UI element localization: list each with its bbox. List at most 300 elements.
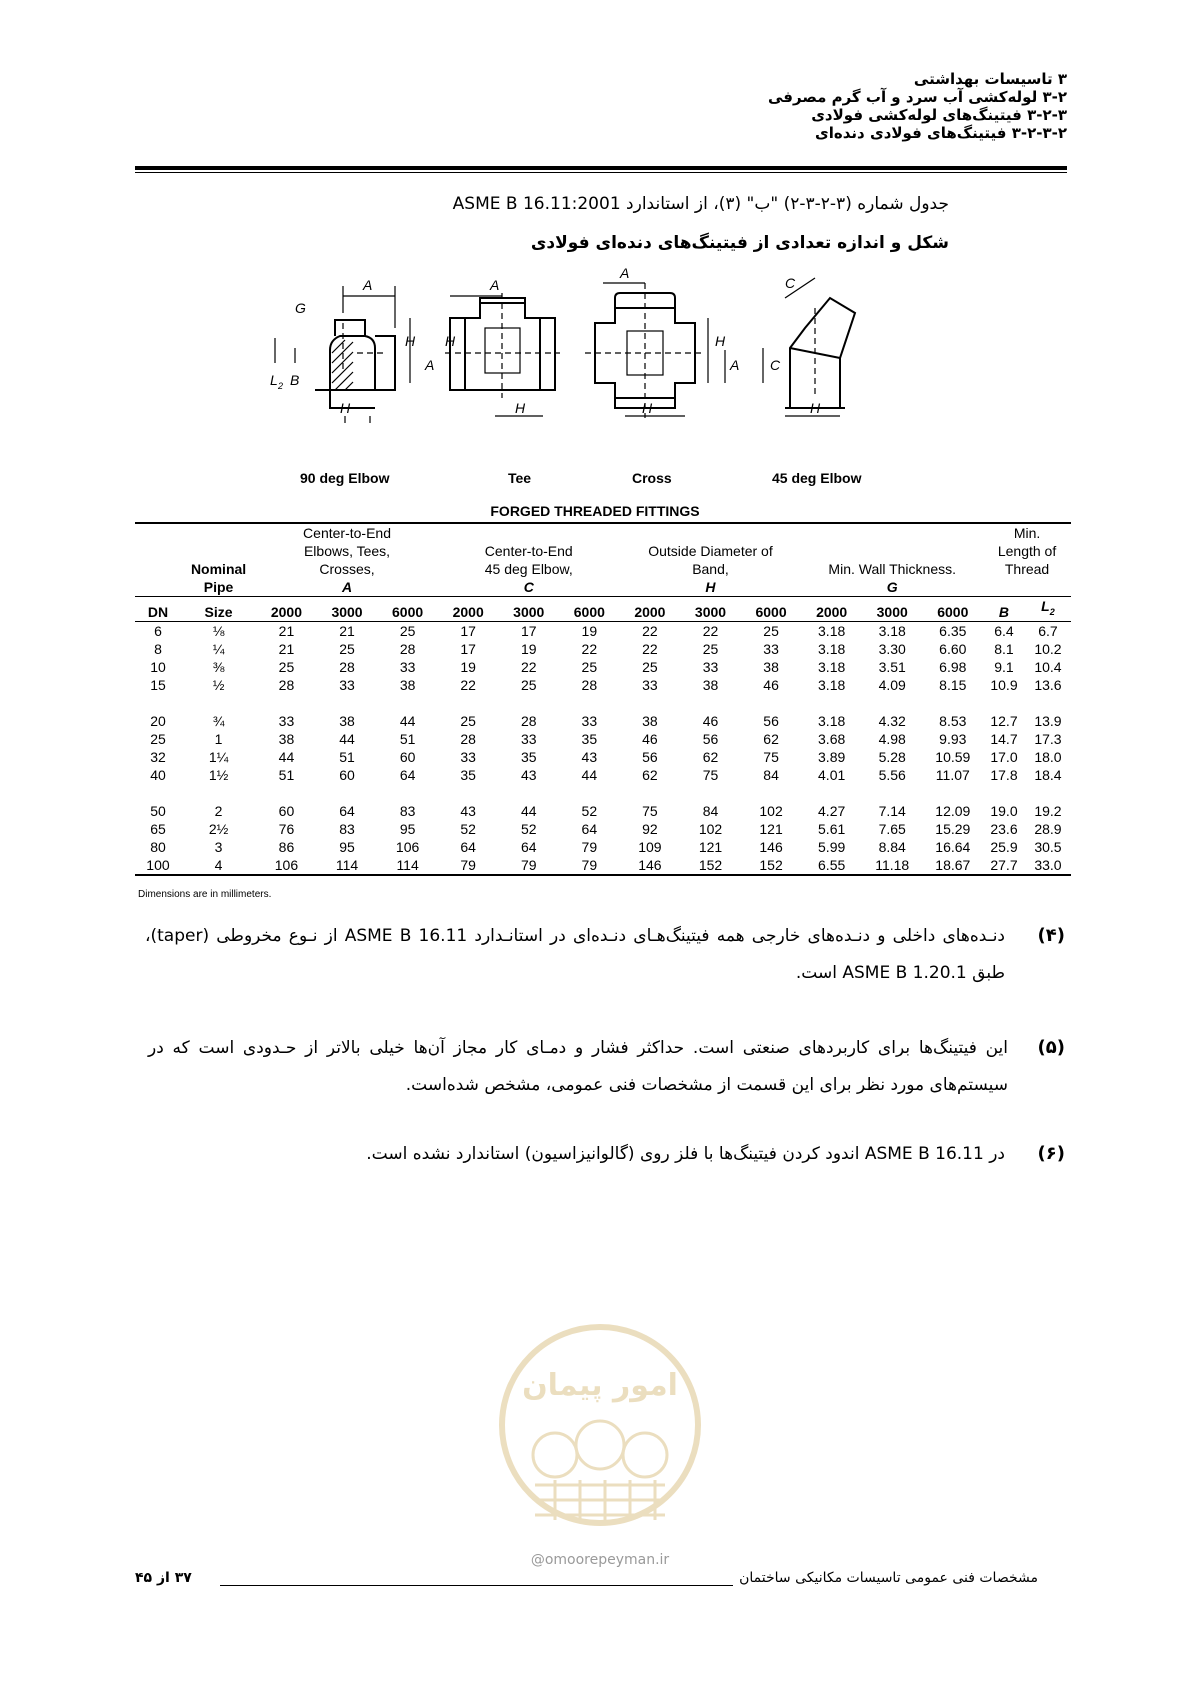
table-cell: 16.64: [935, 838, 971, 855]
table-cell: 76: [278, 820, 295, 837]
paragraph-4-number: (۴): [1037, 925, 1065, 946]
table-cell: 33: [339, 676, 355, 693]
th-a-sym: A: [341, 579, 353, 595]
table-cell: 95: [399, 820, 416, 837]
table-cell: 50: [150, 802, 166, 819]
table-cell: 152: [680, 856, 741, 875]
table-cell: 25: [581, 658, 598, 675]
table-cell: 106: [256, 856, 317, 875]
table-cell: 21: [278, 640, 295, 657]
footer-rule: [220, 1585, 733, 1586]
table-title: FORGED THREADED FITTINGS: [490, 503, 700, 519]
table-cell: 79: [438, 856, 499, 875]
table-cell: 33: [642, 676, 658, 693]
table-cell: 152: [741, 856, 802, 875]
watermark-site-text: omoorepeyman.ir: [544, 1552, 670, 1568]
dim-h-tee: H: [515, 400, 526, 416]
table-cell: 10: [150, 658, 166, 675]
dim-a-tee: A: [490, 277, 500, 293]
th-c-1: Center-to-End: [484, 543, 573, 559]
table-cell: 1½: [208, 766, 229, 783]
table-cell: 80: [150, 838, 166, 855]
table-cell: 30.5: [1034, 838, 1062, 855]
table-note: Dimensions are in millimeters.: [138, 889, 272, 900]
table-cell: 19.2: [1034, 802, 1062, 819]
label-tee: Tee: [508, 470, 532, 486]
tee-drawing: [445, 293, 560, 416]
table-cell: 84: [702, 802, 719, 819]
th-l2-sub: 2: [1049, 606, 1055, 617]
table-row: [135, 712, 1071, 730]
table-cell: 28: [278, 676, 295, 693]
th-a-1: Center-to-End: [303, 525, 391, 541]
th-nps-size: Size: [181, 597, 256, 622]
table-cell: 7.14: [878, 802, 906, 819]
table-cell: 33.0: [1025, 856, 1071, 875]
table-cell: 64: [339, 802, 355, 819]
table-cell: 8.1: [994, 640, 1014, 657]
dim-c-top: C: [785, 275, 796, 291]
table-cell: 3.89: [818, 748, 846, 765]
table-cell: 3.68: [818, 730, 846, 747]
table-cell: 18.0: [1034, 748, 1062, 765]
table-cell: 40: [150, 766, 166, 783]
th-a-2000: 2000: [256, 597, 317, 622]
table-group-gap: [135, 694, 1071, 712]
table-cell: 25: [339, 640, 355, 657]
table-row: [135, 748, 1071, 766]
table-cell: 12.7: [990, 712, 1018, 729]
table-cell: 44: [581, 766, 598, 783]
table-cell: 6.4: [994, 622, 1014, 639]
table-cell: 79: [581, 838, 598, 855]
table-cell: 5.99: [818, 838, 846, 855]
th-l2: [1025, 597, 1071, 622]
table-cell: 92: [642, 820, 658, 837]
table-cell: 38: [278, 730, 295, 747]
table-cell: 3: [214, 838, 223, 855]
table-row: [135, 838, 1071, 856]
table-cell: 4.32: [878, 712, 906, 729]
table-cell: 38: [763, 658, 779, 675]
table-cell: 21: [278, 622, 295, 639]
table-cell: 106: [395, 838, 420, 855]
table-cell: 28: [520, 712, 537, 729]
table-cell: 1¼: [208, 748, 229, 765]
table-cell: 102: [759, 802, 783, 819]
table-cell: 86: [278, 838, 295, 855]
table-cell: 6.7: [1038, 622, 1058, 639]
table-cell: 18.67: [923, 856, 984, 875]
table-row: [135, 820, 1071, 838]
paragraph-6-number: (۶): [1037, 1143, 1065, 1164]
table-cell: 17.3: [1034, 730, 1062, 747]
table-cell: 64: [581, 820, 598, 837]
table-cell: 3.30: [878, 640, 906, 657]
table-cell: 14.7: [990, 730, 1018, 747]
table-cell: 65: [150, 820, 166, 837]
table-cell: 62: [763, 730, 779, 747]
table-cell: 1: [214, 730, 223, 747]
table-cell: 28: [339, 658, 355, 675]
table-row: [135, 802, 1071, 820]
table-cell: 22: [702, 622, 719, 639]
dim-h-tee-left: H: [445, 333, 456, 349]
table-cell: 25: [642, 658, 658, 675]
table-cell: 2: [214, 802, 223, 819]
fittings-figure: [270, 265, 965, 498]
table-cell: 33: [763, 640, 779, 657]
dim-h-elbow: H: [405, 333, 416, 349]
table-cell: 19: [520, 640, 537, 657]
th-a-2: Elbows, Tees,: [303, 543, 391, 559]
table-cell: 46: [702, 712, 719, 729]
table-cell: 56: [702, 730, 719, 747]
dim-a-cross-side: A: [730, 357, 740, 373]
table-row: [135, 621, 1071, 640]
table-cell: 35: [581, 730, 598, 747]
table-cell: 6: [154, 622, 162, 639]
table-cell: 23.6: [990, 820, 1018, 837]
th-l-3: Thread: [1004, 561, 1050, 577]
table-cell: 10.59: [935, 748, 971, 765]
table-cell: 10.9: [990, 676, 1018, 693]
table-cell: 28: [581, 676, 598, 693]
dim-c: C: [770, 357, 781, 373]
table-cell: 9.93: [939, 730, 967, 747]
table-cell: 11.07: [935, 766, 970, 783]
table-cell: 4.09: [878, 676, 906, 693]
table-cell: 146: [759, 838, 783, 855]
table-cell: 25: [150, 730, 166, 747]
table-cell: 22: [642, 622, 658, 639]
th-a-6000: 6000: [377, 597, 438, 622]
th-h-2000: 2000: [620, 597, 681, 622]
label-cross: Cross: [632, 470, 672, 486]
dim-l2-sub: 2: [278, 381, 284, 391]
header-rule-thin: [135, 172, 1067, 173]
th-l-2: Length of: [997, 543, 1057, 559]
table-body: [135, 621, 1071, 875]
table-cell: 44: [339, 730, 355, 747]
table-row: [135, 676, 1071, 694]
at-icon: @: [530, 1552, 545, 1568]
dim-g: G: [295, 300, 306, 316]
table-cell: 43: [520, 766, 537, 783]
th-g-3000: 3000: [862, 597, 923, 622]
table-cell: 109: [638, 838, 662, 855]
th-c-6000: 6000: [559, 597, 620, 622]
table-cell: 64: [460, 838, 476, 855]
table-cell: 38: [702, 676, 719, 693]
footer-title: مشخصات فنی عمومی تاسیسات مکانیکی ساختمان: [739, 1570, 1038, 1586]
table-cell: 35: [460, 766, 476, 783]
th-c-3000: 3000: [498, 597, 559, 622]
dim-a-side: A: [425, 357, 435, 373]
th-group-g: [801, 524, 983, 597]
table-cell: 3.18: [818, 676, 846, 693]
table-cell: 22: [460, 676, 476, 693]
th-group-h: [620, 524, 802, 597]
table-cell: 12.09: [935, 802, 971, 819]
table-cell: 27.7: [983, 856, 1025, 875]
table-cell: 83: [339, 820, 355, 837]
table-cell: 33: [399, 658, 416, 675]
table-cell: 13.6: [1034, 676, 1062, 693]
table-cell: 25: [460, 712, 476, 729]
th-nps-2: Pipe: [203, 579, 234, 595]
table-cell: 114: [317, 856, 378, 875]
table-cell: 9.1: [994, 658, 1014, 675]
table-cell: 33: [460, 748, 476, 765]
table-cell: 33: [581, 712, 598, 729]
fittings-table: [135, 522, 1071, 876]
th-g-6000: 6000: [923, 597, 984, 622]
page-header: [768, 70, 1067, 142]
table-row: [135, 640, 1071, 658]
table-cell: 25: [399, 622, 416, 639]
table-row: [135, 766, 1071, 784]
table-cell: 52: [581, 802, 598, 819]
table-cell: ¼: [212, 640, 225, 657]
table-cell: 38: [399, 676, 416, 693]
th-group-l: [983, 524, 1071, 597]
dim-h-elbow-bottom: H: [340, 400, 351, 416]
table-cell: 75: [642, 802, 658, 819]
table-cell: 32: [150, 748, 166, 765]
label-90-elbow: 90 deg Elbow: [300, 470, 390, 486]
footer-of: از: [156, 1570, 170, 1586]
elbow-45-drawing: [763, 278, 855, 416]
th-h-3000: 3000: [680, 597, 741, 622]
table-cell: 60: [278, 802, 295, 819]
table-cell: 8.53: [939, 712, 967, 729]
table-cell: 17.8: [990, 766, 1018, 783]
table-group-gap: [135, 784, 1071, 802]
table-cell: 121: [698, 838, 723, 855]
table-cell: ⅜: [212, 658, 225, 675]
paragraph-6: در ASME B 16.11 اندود کردن فیتینگ‌ها با فلز روی (گالوانیزاسیون) استاندارد نشده است.: [366, 1144, 1005, 1164]
table-cell: 4: [181, 856, 256, 875]
table-cell: 19: [581, 622, 598, 639]
table-cell: 8.84: [878, 838, 906, 855]
table-cell: 6.98: [939, 658, 967, 675]
table-cell: 79: [559, 856, 620, 875]
table-cell: 33: [702, 658, 719, 675]
table-cell: 79: [498, 856, 559, 875]
table-cell: 51: [399, 730, 416, 747]
table-cell: 25.9: [990, 838, 1018, 855]
th-g-2000: 2000: [801, 597, 862, 622]
table-row: [135, 658, 1071, 676]
table-cell: 28: [399, 640, 416, 657]
th-g-sym: G: [886, 579, 898, 595]
table-cell: 5.61: [818, 820, 846, 837]
table-cell: 100: [135, 856, 181, 875]
table-cell: 33: [520, 730, 537, 747]
table-cell: 52: [460, 820, 476, 837]
th-h-2: Band,: [692, 561, 729, 577]
table-cell: 18.4: [1034, 766, 1062, 783]
th-c-2000: 2000: [438, 597, 499, 622]
table-cell: 121: [759, 820, 783, 837]
table-cell: 46: [642, 730, 658, 747]
table-row: [135, 856, 1071, 875]
table-cell: 38: [339, 712, 355, 729]
table-cell: 17: [460, 640, 476, 657]
table-cell: 62: [702, 748, 719, 765]
table-cell: 6.35: [939, 622, 967, 639]
table-cell: 62: [642, 766, 658, 783]
table-cell: 38: [642, 712, 658, 729]
table-cell: 52: [520, 820, 537, 837]
table-cell: 25: [702, 640, 719, 657]
footer-page: ۳۷: [174, 1570, 192, 1586]
table-cell: 11.18: [862, 856, 923, 875]
dim-h-cross: H: [715, 333, 726, 349]
table-cell: 114: [377, 856, 438, 875]
table-cell: 44: [520, 802, 537, 819]
table-cell: 64: [399, 766, 416, 783]
th-l-1: Min.: [1013, 525, 1041, 541]
table-cell: 22: [581, 640, 598, 657]
cross-drawing: [585, 283, 725, 418]
dim-l2: L: [270, 372, 278, 388]
watermark-site: [500, 1552, 700, 1568]
table-row: [135, 730, 1071, 748]
table-cell: 15: [150, 676, 166, 693]
header-line-1: ۳ تاسیسات بهداشتی: [913, 70, 1067, 88]
table-cell: 20: [150, 712, 166, 729]
table-cell: 33: [278, 712, 295, 729]
figure-caption: شکل و اندازه تعدادی از فیتینگ‌های دنده‌ای فولادی: [530, 233, 949, 253]
table-cell: 5.56: [878, 766, 906, 783]
table-cell: 44: [399, 712, 416, 729]
table-cell: 56: [763, 712, 779, 729]
table-cell: 22: [642, 640, 658, 657]
table-cell: 75: [763, 748, 779, 765]
table-cell: 25: [278, 658, 295, 675]
table-cell: 3.18: [818, 622, 846, 639]
table-cell: ½: [212, 676, 225, 693]
table-cell: 75: [702, 766, 719, 783]
header-line-3: ۳-۲-۳ فیتینگ‌های لوله‌کشی فولادی: [811, 106, 1067, 124]
table-cell: 6.60: [939, 640, 967, 657]
table-cell: 7.65: [878, 820, 906, 837]
table-cell: 5.28: [878, 748, 906, 765]
th-a-3: Crosses,: [319, 561, 375, 577]
th-h-6000: 6000: [741, 597, 802, 622]
th-dn-spacer: [135, 524, 181, 597]
th-group-a: [256, 524, 438, 597]
th-group-c: [438, 524, 620, 597]
table-cell: 46: [763, 676, 779, 693]
table-cell: 13.9: [1034, 712, 1062, 729]
table-cell: 43: [581, 748, 598, 765]
table-cell: ⅛: [212, 622, 225, 639]
gap-cell: [135, 694, 1071, 712]
table-cell: 19.0: [990, 802, 1018, 819]
table-cell: 51: [339, 748, 355, 765]
th-c-sym: C: [523, 579, 534, 595]
table-cell: 25: [763, 622, 779, 639]
gap-cell: [135, 784, 1071, 802]
footer-page-number: [135, 1570, 192, 1586]
th-dn: DN: [135, 597, 181, 622]
th-b: B: [983, 597, 1025, 622]
table-cell: 28.9: [1034, 820, 1062, 837]
table-cell: 17: [520, 622, 537, 639]
table-cell: 4.98: [878, 730, 906, 747]
dim-h-cross-bottom: H: [642, 400, 653, 416]
table-cell: 10.4: [1034, 658, 1062, 675]
table-cell: 17: [460, 622, 476, 639]
table-cell: 15.29: [935, 820, 971, 837]
header-line-4: ۳-۲-۳-۲ فیتینگ‌های فولادی دنده‌ای: [814, 124, 1067, 142]
table-cell: 64: [520, 838, 537, 855]
table-cell: 3.18: [818, 658, 846, 675]
table-cell: 10.2: [1034, 640, 1062, 657]
th-a-3000: 3000: [317, 597, 378, 622]
th-h-sym: H: [705, 579, 716, 595]
table-cell: 8.15: [939, 676, 967, 693]
table-cell: 43: [460, 802, 476, 819]
header-line-2: ۳-۲ لوله‌کشی آب سرد و آب گرم مصرفی: [767, 88, 1067, 106]
paragraph-5-number: (۵): [1037, 1037, 1065, 1058]
table-cell: 19: [460, 658, 476, 675]
footer-total: ۴۵: [135, 1570, 153, 1586]
table-cell: 95: [339, 838, 355, 855]
table-cell: 4.01: [818, 766, 846, 783]
table-cell: 146: [620, 856, 681, 875]
th-g-1: Min. Wall Thickness.: [828, 561, 957, 577]
table-cell: 60: [399, 748, 416, 765]
table-cell: 3.18: [878, 622, 906, 639]
th-c-2: 45 deg Elbow,: [484, 561, 573, 577]
table-cell: 21: [339, 622, 355, 639]
th-h-1: Outside Diameter of: [648, 543, 773, 559]
table-cell: 2½: [208, 820, 229, 837]
dim-h-elbow45: H: [810, 400, 821, 416]
table-cell: 3.18: [818, 712, 846, 729]
header-rule-thick: [135, 166, 1067, 170]
paragraph-5: این فیتینگ‌ها برای کاربردهای صنعتی است. حداکثر فشار و دمـای کار مجاز آن‌ها خیلی بالاتر از حـدودی است که در سیستم‌های مورد نظر برای این قسمت از مشخصات فنی عمومی، مشخص شده‌است.: [148, 1038, 1008, 1095]
th-nps: [181, 524, 256, 597]
label-45-elbow: 45 deg Elbow: [772, 470, 862, 486]
table-cell: 4.27: [818, 802, 846, 819]
table-cell: 102: [698, 820, 723, 837]
table-cell: 17.0: [990, 748, 1018, 765]
th-nps-1: Nominal: [190, 561, 247, 577]
table-cell: 22: [520, 658, 537, 675]
paragraph-4: دنـده‌های داخلی و دنـده‌های خارجی همه فیتینگ‌هـای دنـده‌ای در استانـدارد ASME B 16.11 از نـوع مخروطی (taper)، طبق ASME B 1.20.1 است.: [145, 926, 1006, 983]
table-cell: 3.51: [878, 658, 906, 675]
table-cell: 44: [278, 748, 295, 765]
watermark-logo-text: امور پیمان: [522, 1368, 678, 1403]
table-cell: 6.55: [801, 856, 862, 875]
table-cell: 35: [520, 748, 537, 765]
dim-b: B: [290, 372, 300, 388]
dim-a-cross: A: [620, 265, 630, 281]
table-cell: 84: [763, 766, 779, 783]
table-caption: جدول شماره (۳-۲-۳-۲) "ب" (۳)، از استاندارد ASME B 16.11:2001: [452, 194, 949, 214]
table-cell: 60: [339, 766, 355, 783]
table-cell: ¾: [212, 712, 225, 729]
table-cell: 8: [154, 640, 162, 657]
table-cell: 51: [278, 766, 295, 783]
table-cell: 83: [399, 802, 416, 819]
table-cell: 3.18: [818, 640, 846, 657]
